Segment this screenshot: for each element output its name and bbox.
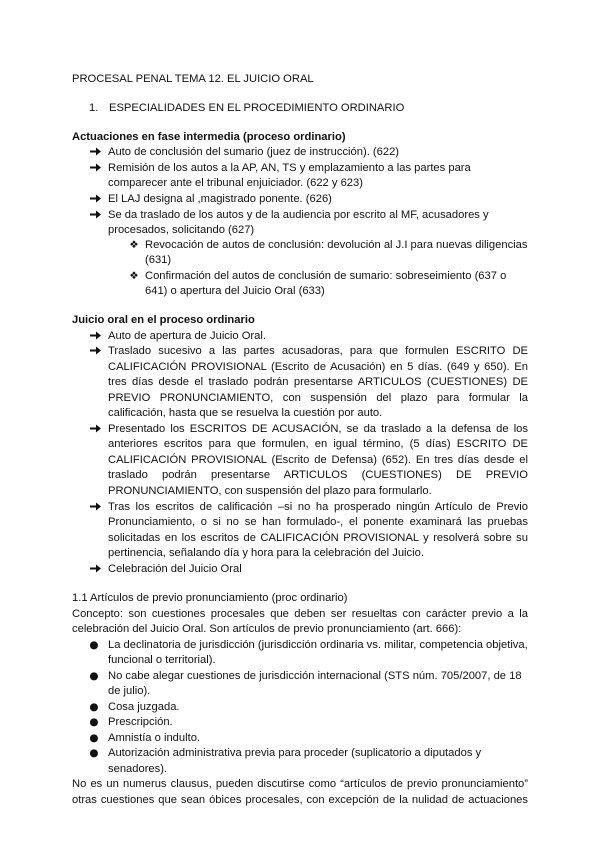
list-item-cont: pertinencia, señalando día y hora para la celebración del Juicio.	[108, 547, 424, 559]
closing-paragraph-cont: otras cuestiones que sean óbices procesales, con excepción de la nulidad de actuaciones	[72, 794, 528, 806]
list-item-cont: comparecer ante el tribunal enjuiciador. (622 y 623)	[108, 177, 363, 189]
sub-list-item-cont: 641) o apertura del Juicio Oral (633)	[145, 285, 325, 297]
dot-bullet-icon: ●	[89, 732, 99, 744]
list-item: Traslado sucesivo a las partes acusadoras, para que formulen ESCRITO DE	[108, 345, 528, 357]
list-item-cont: anteriores escritos para que formulen, en igual término, (5 días) ESCRITO DE	[108, 438, 528, 450]
list-item-cont: CALIFICACIÓN PROVISIONAL (Escrito de Acusación) en 5 días. (649 y 650). En	[108, 361, 528, 373]
juicio-heading: Juicio oral en el proceso ordinario	[72, 314, 255, 326]
list-item: El LAJ designa al ,magistrado ponente. (626)	[108, 193, 332, 205]
list-item: Remisión de los autos a la AP, AN, TS y emplazamiento a las partes para	[108, 162, 471, 174]
sub-list-item: Revocación de autos de conclusión: devolución al J.I para nuevas diligencias	[145, 239, 528, 251]
list-item: Auto de apertura de Juicio Oral.	[108, 330, 266, 342]
arrow-bullet-icon	[90, 564, 101, 573]
list-item-cont: CALIFICACIÓN PROVISIONAL (Escrito de Defensa) (652). En tres días desde el	[108, 454, 528, 466]
arrow-bullet-icon	[90, 210, 101, 219]
sub-list-item: Confirmación del autos de conclusión de sumario: sobreseimiento (637 o	[145, 270, 507, 282]
list-item-cont: de julio).	[108, 685, 151, 697]
arrow-bullet-icon	[90, 163, 101, 172]
arrow-bullet-icon	[90, 424, 101, 433]
list-item-cont: Pronunciamiento, o si no se han formulado-, el ponente examinará las pruebas	[108, 516, 528, 528]
diamond-bullet-icon: ❖	[129, 239, 139, 251]
list-item: Celebración del Juicio Oral	[108, 563, 242, 575]
list-item-cont: PRONUNCIAMIENTO, con suspensión del plazo para formularlo.	[108, 485, 432, 497]
list-item-cont: procesados, solicitando (627)	[108, 224, 255, 236]
sub-list-item-cont: (631)	[145, 254, 172, 266]
dot-bullet-icon: ●	[89, 747, 99, 759]
list-item-cont: PREVIO PRONUNCIAMIENTO, con suspensión del plazo para formular la	[108, 392, 528, 404]
list-item: No cabe alegar cuestiones de jurisdicción internacional (STS núm. 705/2007, de 18	[108, 670, 522, 682]
dot-bullet-icon: ●	[89, 716, 99, 728]
subsection-heading: 1.1 Artículos de previo pronunciamiento (proc ordinario)	[72, 592, 348, 604]
arrow-bullet-icon	[90, 194, 101, 203]
list-item: Tras los escritos de calificación –si no ha prosperado ningún Artículo de Previo	[108, 501, 528, 513]
diamond-bullet-icon: ❖	[129, 270, 139, 282]
list-item: Presentado los ESCRITOS DE ACUSACIÓN, se da traslado a la defensa de los	[108, 423, 528, 435]
list-item-cont: solicitadas en los escritos de CALIFICACIÓN PROVISIONAL y resolverá sobre su	[108, 532, 528, 544]
dot-bullet-icon: ●	[89, 670, 99, 682]
concept-paragraph: Concepto: son cuestiones procesales que deben ser resueltas con carácter previo a la	[72, 608, 528, 620]
list-item-cont: calificación, hasta que se resuelva la cuestión por auto.	[108, 407, 383, 419]
arrow-bullet-icon	[90, 346, 101, 355]
intermedia-heading: Actuaciones en fase intermedia (proceso ordinario)	[72, 131, 346, 143]
document-title: PROCESAL PENAL TEMA 12. EL JUICIO ORAL	[72, 73, 314, 85]
list-item: Amnistía o indulto.	[108, 732, 201, 744]
dot-bullet-icon: ●	[89, 639, 99, 651]
arrow-bullet-icon	[90, 502, 101, 511]
arrow-bullet-icon	[90, 331, 101, 340]
closing-paragraph: No es un numerus clausus, pueden discutirse como “artículos de previo pronunciamiento”	[72, 778, 528, 790]
list-item: Autorización administrativa previa para proceder (suplicatorio a diputados y	[108, 747, 482, 759]
list-item-cont: funcional o territorial).	[108, 654, 216, 666]
list-item: La declinatoria de jurisdicción (jurisdicción ordinaria vs. militar, competencia objetiva,	[108, 639, 528, 651]
list-item: Cosa juzgada.	[108, 701, 180, 713]
concept-paragraph-cont: celebración del Juicio Oral. Son artículos de previo pronunciamiento (art. 666):	[72, 623, 462, 635]
list-item: Auto de conclusión del sumario (juez de instrucción). (622)	[108, 146, 400, 158]
list-item-cont: senadores).	[108, 763, 168, 775]
section-title: ESPECIALIDADES EN EL PROCEDIMIENTO ORDINARIO	[109, 102, 405, 114]
list-item-cont: tres días desde el traslado podrán presentarse ARTICULOS (CUESTIONES) DE	[108, 376, 528, 388]
dot-bullet-icon: ●	[89, 701, 99, 713]
section-number: 1.	[89, 102, 99, 114]
list-item: Prescripción.	[108, 716, 173, 728]
arrow-bullet-icon	[90, 147, 101, 156]
list-item: Se da traslado de los autos y de la audiencia por escrito al MF, acusadores y	[108, 209, 489, 221]
list-item-cont: traslado podrán presentarse ARTICULOS (CUESTIONES) DE PREVIO	[108, 469, 528, 481]
